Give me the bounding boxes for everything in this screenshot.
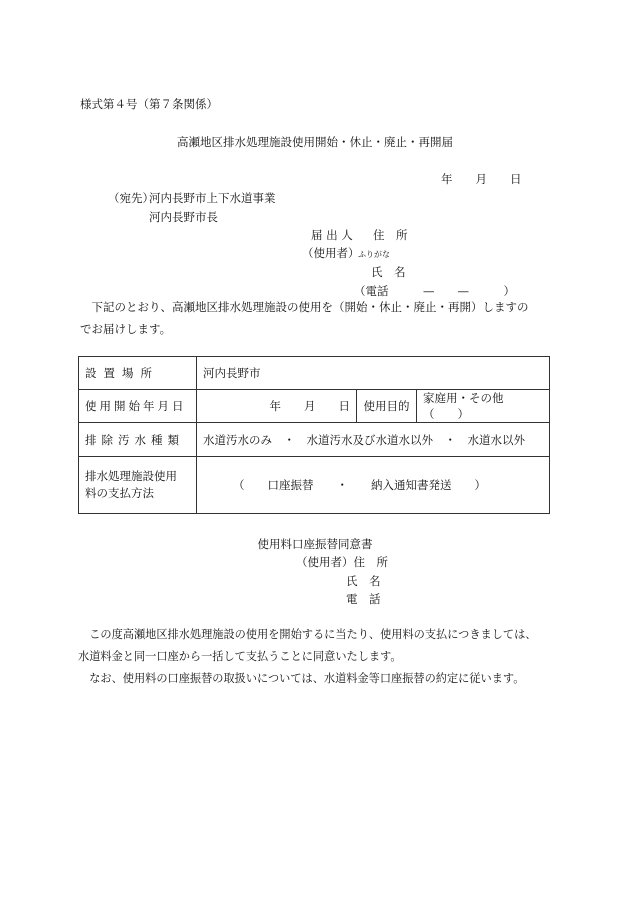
consent-body <box>78 624 553 690</box>
table-row <box>79 390 550 423</box>
applicant-phone-label: （電話 — — ） <box>354 284 515 298</box>
applicant-name-label: 氏 名 <box>371 265 406 279</box>
payment-label-line: 料の支払方法 <box>85 486 154 500</box>
wastewater-value: 水道汚水のみ ・ 水道汚水及び水道水以外 ・ 水道水以外 <box>197 423 550 457</box>
date-line: 年 月 日 <box>441 172 522 186</box>
consent-user-label: （使用者）住 所 <box>296 555 388 569</box>
table-row <box>79 423 550 457</box>
applicant-role-label: 届 出 人 <box>311 228 353 242</box>
consent-title: 使用料口座振替同意書 <box>257 537 373 551</box>
consent-line: この度高瀬地区排水処理施設の使用を開始するに当たり、使用料の支払につきましては、 <box>78 628 537 641</box>
consent-phone-label: 電 話 <box>346 592 381 606</box>
start-date-label: 使用開始年月日 <box>79 390 197 423</box>
applicant-furigana-label: ふりがな <box>358 250 390 259</box>
purpose-value: 家庭用・その他（ ） <box>417 390 550 423</box>
applicant-role-sub: （使用者） <box>302 246 360 260</box>
payment-label <box>79 457 197 514</box>
location-label: 設置場所 <box>79 357 197 390</box>
payment-label-line: 排水処理施設使用 <box>85 469 177 483</box>
consent-name-label: 氏 名 <box>346 574 381 588</box>
consent-line: 水道料金と同一口座から一括して支払うことに同意いたします。 <box>78 650 402 663</box>
addressee-prefix: （宛先） <box>108 191 154 205</box>
page-title: 高瀬地区排水処理施設使用開始・休止・廃止・再開届 <box>177 135 453 149</box>
applicant-address-label: 住 所 <box>373 228 408 242</box>
consent-line: なお、使用料の口座振替の取扱いについては、水道料金等口座振替の約定に従います。 <box>78 672 525 685</box>
intro-line: 下記のとおり、高瀬地区排水処理施設の使用を（開始・休止・廃止・再開）しますの <box>80 300 529 314</box>
location-value: 河内長野市 <box>197 357 550 390</box>
payment-value: （ 口座振替 ・ 納入通知書発送 ） <box>197 457 550 514</box>
application-table <box>78 356 550 514</box>
addressee-org: 河内長野市上下水道事業 <box>149 191 276 205</box>
intro-line: でお届けします。 <box>80 322 172 336</box>
form-number: 様式第４号（第７条関係） <box>80 97 218 111</box>
purpose-label: 使用目的 <box>357 390 417 423</box>
intro-paragraph <box>80 296 550 340</box>
addressee-person: 河内長野市長 <box>149 210 218 224</box>
table-row <box>79 357 550 390</box>
start-date-value: 年 月 日 <box>197 390 357 423</box>
wastewater-label: 排除汚水種類 <box>79 423 197 457</box>
table-row <box>79 457 550 514</box>
